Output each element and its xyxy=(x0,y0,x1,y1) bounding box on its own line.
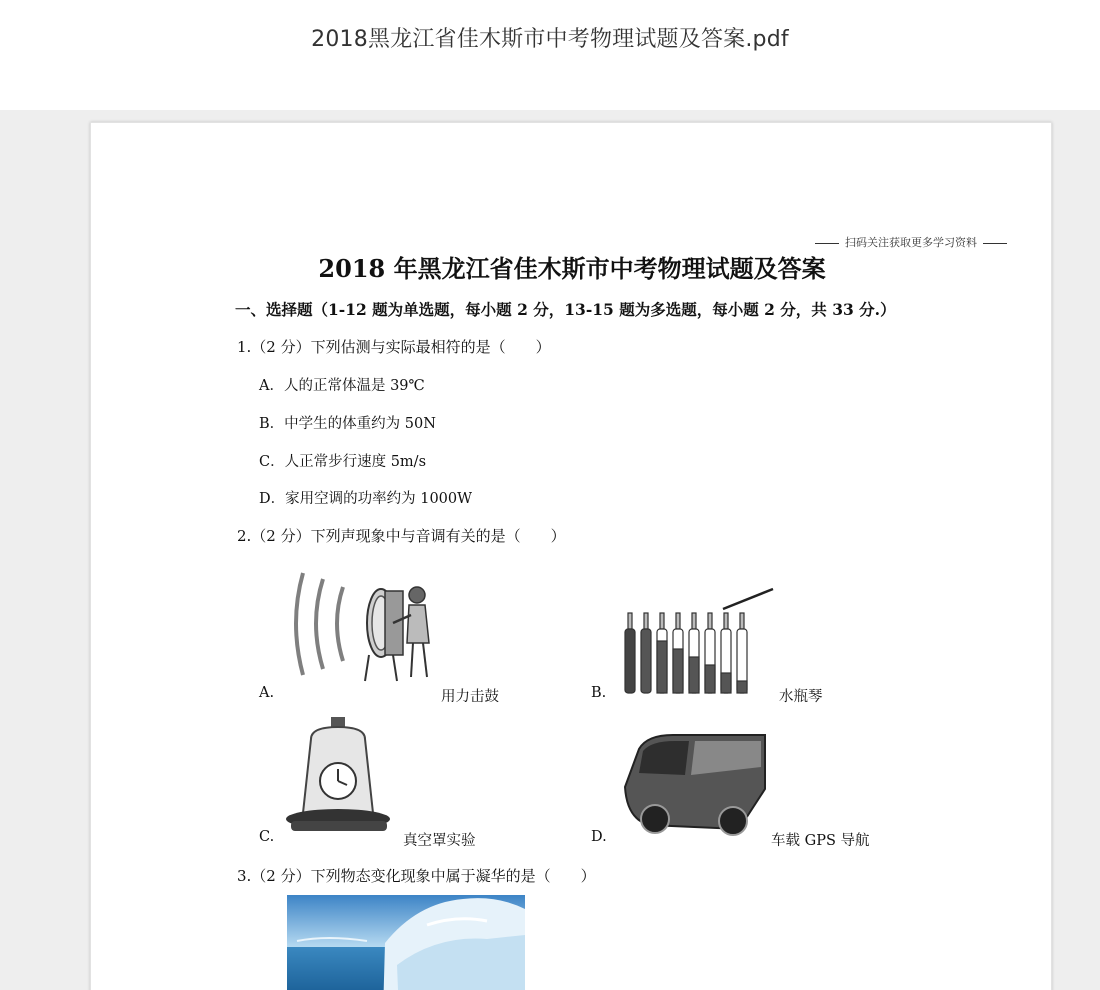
question-2-option-d-caption: 车载 GPS 导航 xyxy=(771,833,870,849)
question-2-option-b-caption: 水瓶琴 xyxy=(779,689,823,705)
question-2-option-a-caption: 用力击鼓 xyxy=(441,689,499,705)
question-3-stem: 3.（2 分）下列物态变化现象中属于凝华的是（ ） xyxy=(237,867,596,885)
qr-dash-left xyxy=(815,243,839,244)
drum-figure xyxy=(289,565,441,683)
section-heading: 一、选择题（1-12 题为单选题，每小题 2 分，13-15 题为多选题，每小题 2 分，共 33 分.） xyxy=(235,300,896,319)
question-2-option-b-letter: B. xyxy=(591,685,607,701)
pdf-page xyxy=(90,122,1052,990)
iceberg-figure xyxy=(287,895,525,990)
bell-jar-figure xyxy=(285,717,397,847)
question-2-option-c-letter: C. xyxy=(259,829,275,845)
question-2-option-d-letter: D. xyxy=(591,829,607,845)
question-1-stem: 1.（2 分）下列估测与实际最相符的是（ ） xyxy=(237,338,551,356)
question-2-option-a-letter: A. xyxy=(259,685,275,701)
pdf-viewer[interactable] xyxy=(0,110,1100,990)
question-2-stem: 2.（2 分）下列声现象中与音调有关的是（ ） xyxy=(237,527,566,545)
question-2-option-c-caption: 真空罩实验 xyxy=(403,833,476,849)
car-figure xyxy=(621,727,771,837)
question-1-option-c: C．人正常步行速度 5m/s xyxy=(259,454,427,470)
bottles-figure xyxy=(621,583,781,697)
qr-dash-right xyxy=(983,243,1007,244)
qr-note xyxy=(809,234,1013,250)
question-1-option-a: A．人的正常体温是 39℃ xyxy=(259,378,425,394)
question-1-option-b: B．中学生的体重约为 50N xyxy=(259,416,436,432)
document-header xyxy=(0,0,1100,110)
paper-title: 2018 年黑龙江省佳木斯市中考物理试题及答案 xyxy=(318,254,826,283)
document-title: 2018黑龙江省佳木斯市中考物理试题及答案.pdf xyxy=(311,27,789,52)
question-1-option-d: D．家用空调的功率约为 1000W xyxy=(259,491,473,507)
qr-note-text: 扫码关注获取更多学习资料 xyxy=(845,236,977,249)
